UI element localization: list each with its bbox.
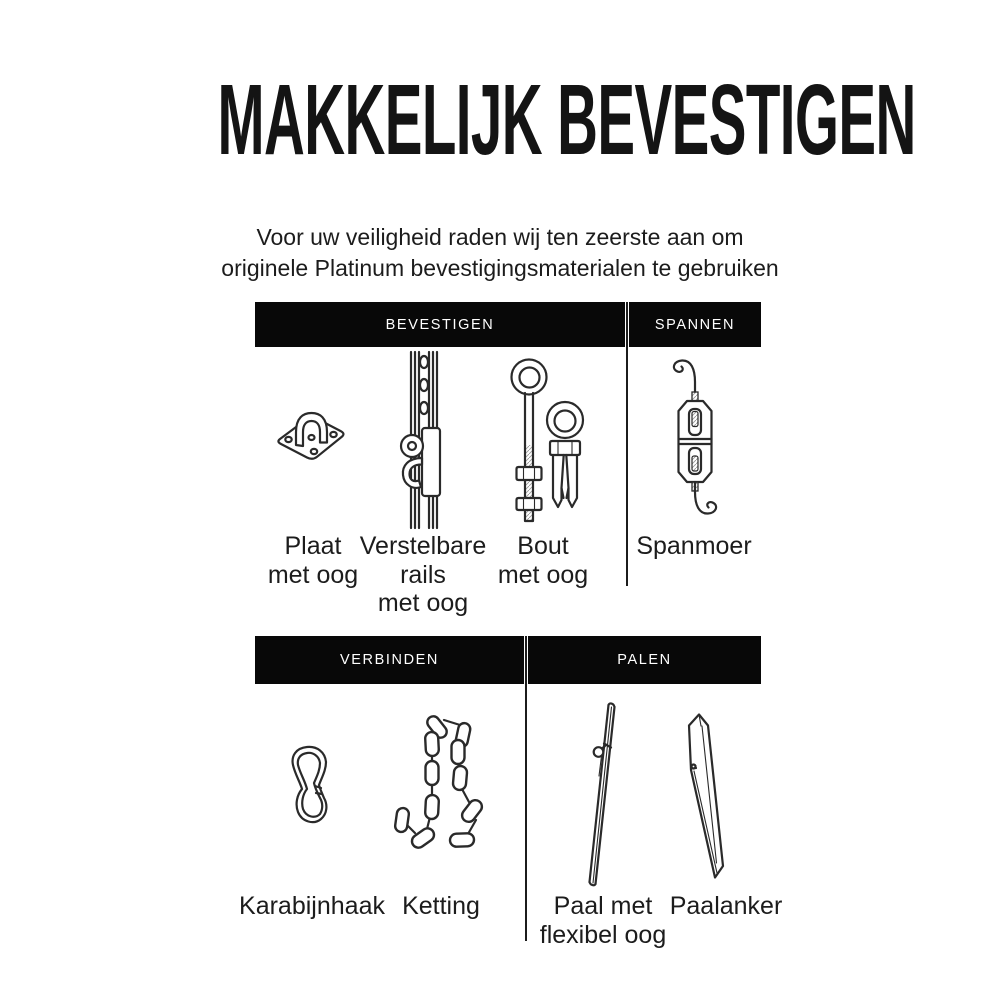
item-label-spanmoer-line-1: Spanmoer <box>636 532 752 560</box>
item-label-plaat-line-2: met oog <box>267 560 359 589</box>
section-header-verbinden <box>255 636 524 684</box>
item-label-bout <box>498 532 588 589</box>
item-label-paal-line-1: Paal met <box>553 892 653 920</box>
item-label-spanmoer <box>636 532 751 561</box>
item-label-paalanker-line-1: Paalanker <box>669 892 783 920</box>
adjustable-rail-with-eye-icon <box>398 350 448 530</box>
carabiner-icon <box>286 744 330 830</box>
item-label-karabijnhaak <box>239 892 385 921</box>
item-label-paalanker <box>670 892 783 921</box>
turnbuckle-icon <box>668 356 722 518</box>
section-header-bevestigen <box>255 302 625 347</box>
pole-with-flexible-eye-icon <box>585 698 620 890</box>
item-label-bout-line-1: Bout <box>517 532 569 560</box>
subtitle <box>0 222 1000 284</box>
plate-with-eye-icon <box>276 406 346 462</box>
section-header-verbinden-label: VERBINDEN <box>340 652 439 668</box>
item-label-plaat-line-1: Plaat <box>284 532 342 560</box>
divider-bevestigen-spannen <box>626 302 628 586</box>
item-label-rails-line-2: rails <box>400 560 446 589</box>
item-label-rails-line-3: met oog <box>377 589 469 617</box>
section-header-palen <box>528 636 761 684</box>
item-label-bout-line-2: met oog <box>497 560 589 589</box>
section-header-spannen <box>629 302 761 347</box>
item-label-rails-line-1: Verstelbare <box>359 532 487 560</box>
chain-icon <box>392 710 492 855</box>
section-header-palen-label: PALEN <box>617 652 672 668</box>
item-label-paal <box>540 892 666 949</box>
section-header-bevestigen-label: BEVESTIGEN <box>385 316 495 333</box>
item-label-karabijnhaak-line-1: Karabijnhaak <box>239 892 385 920</box>
eye-bolt-icon <box>505 358 590 526</box>
item-label-ketting-line-1: Ketting <box>402 892 480 920</box>
subtitle-line-2: originele Platinum bevestigingsmaterialen te gebruiken <box>221 255 779 281</box>
item-label-rails <box>360 532 486 618</box>
item-label-ketting <box>402 892 480 921</box>
subtitle-line-1: Voor uw veiligheid raden wij ten zeerste aan om <box>256 224 744 250</box>
item-label-plaat <box>268 532 358 589</box>
item-label-paal-line-2: flexibel oog <box>539 920 667 949</box>
page-title: MAKKELIJK BEVESTIGEN <box>217 64 916 176</box>
ground-anchor-icon <box>680 710 728 880</box>
section-header-spannen-label: SPANNEN <box>654 316 736 333</box>
divider-verbinden-palen <box>525 636 527 941</box>
